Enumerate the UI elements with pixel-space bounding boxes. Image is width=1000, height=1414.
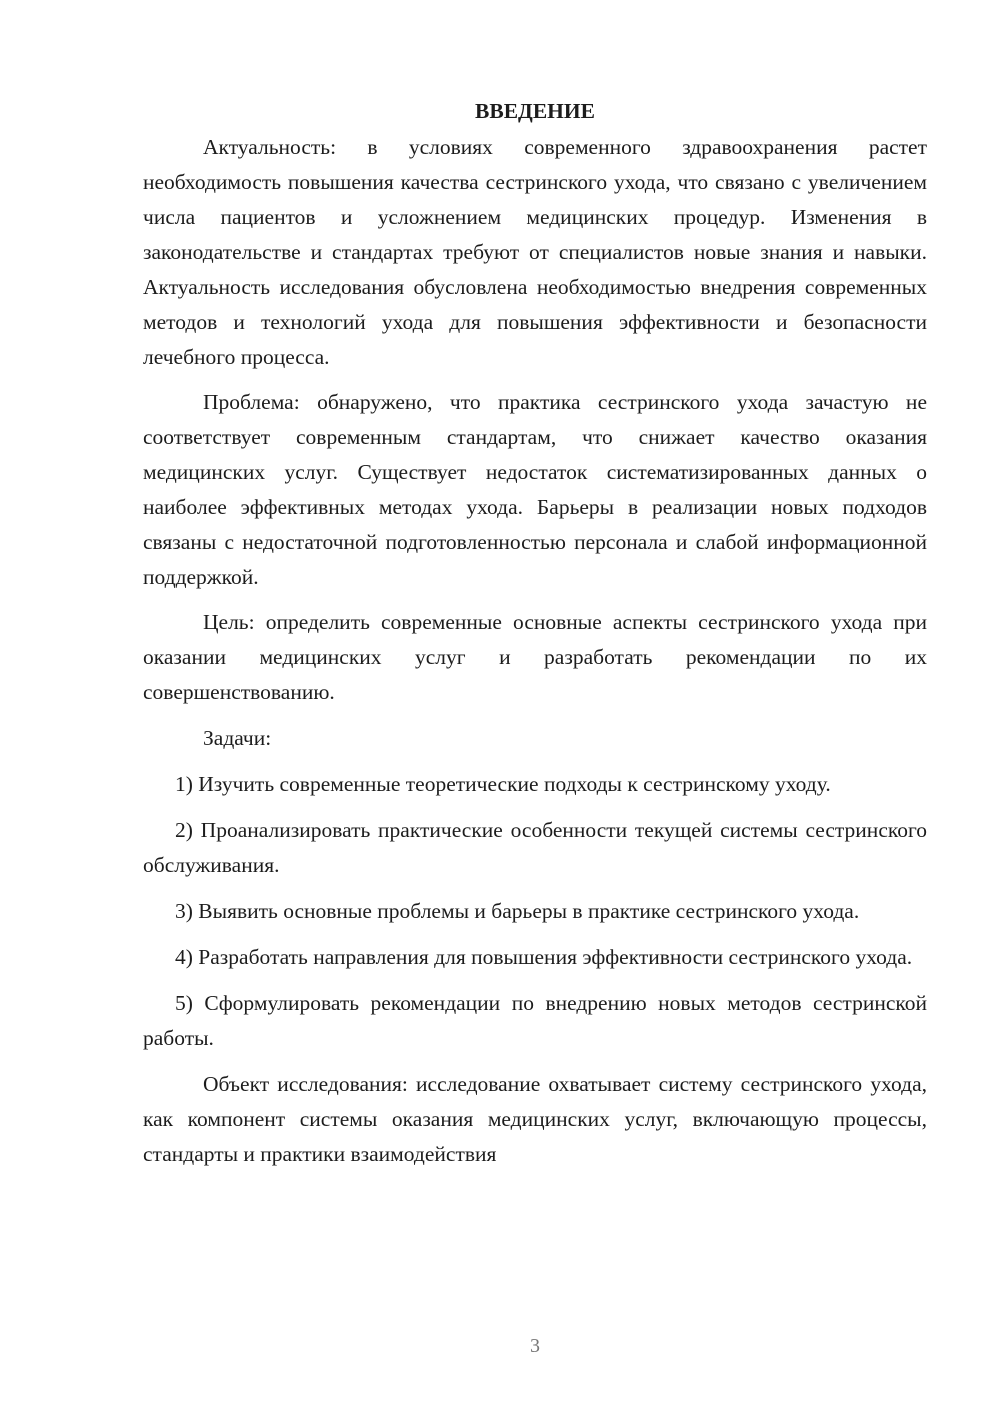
tasks-heading: Задачи:	[203, 726, 272, 750]
object-paragraph: Объект исследования: исследование охватывает систему сестринского ухода, как компонент системы оказания медицинских услуг, включающую процессы, стандарты и практики взаимодействия	[143, 1072, 927, 1166]
goal-paragraph: Цель: определить современные основные аспекты сестринского ухода при оказании медицинских услуг и разработать рекомендации по их совершенствованию.	[143, 610, 927, 704]
section-title: ВВЕДЕНИЕ	[475, 99, 595, 123]
page-number: 3	[530, 1335, 540, 1357]
task-item: 2) Проанализировать практические особенности текущей системы сестринского обслуживания.	[143, 818, 927, 877]
document-body	[143, 94, 927, 1172]
problem-paragraph: Проблема: обнаружено, что практика сестринского ухода зачастую не соответствует современным стандартам, что снижает качество оказания медицинских услуг. Существует недостаток систематизированных данных о наиболее эффективных методах ухода. Барьеры в реализации новых подходов связаны с недостаточной подготовленностью персонала и слабой информационной поддержкой.	[143, 390, 927, 589]
task-item: 5) Сформулировать рекомендации по внедрению новых методов сестринской работы.	[143, 991, 927, 1050]
task-item: 1) Изучить современные теоретические подходы к сестринскому уходу.	[175, 772, 831, 796]
task-item: 4) Разработать направления для повышения эффективности сестринского ухода.	[175, 945, 913, 969]
task-item: 3) Выявить основные проблемы и барьеры в практике сестринского ухода.	[175, 899, 860, 923]
relevance-paragraph: Актуальность: в условиях современного здравоохранения растет необходимость повышения качества сестринского ухода, что связано с увеличением числа пациентов и усложнением медицинских процедур. Изменения в законодательстве и стандартах требуют от специалистов новые знания и навыки. Актуальность исследования обусловлена необходимостью внедрения современных методов и технологий ухода для повышения эффективности и безопасности лечебного процесса.	[143, 135, 927, 369]
